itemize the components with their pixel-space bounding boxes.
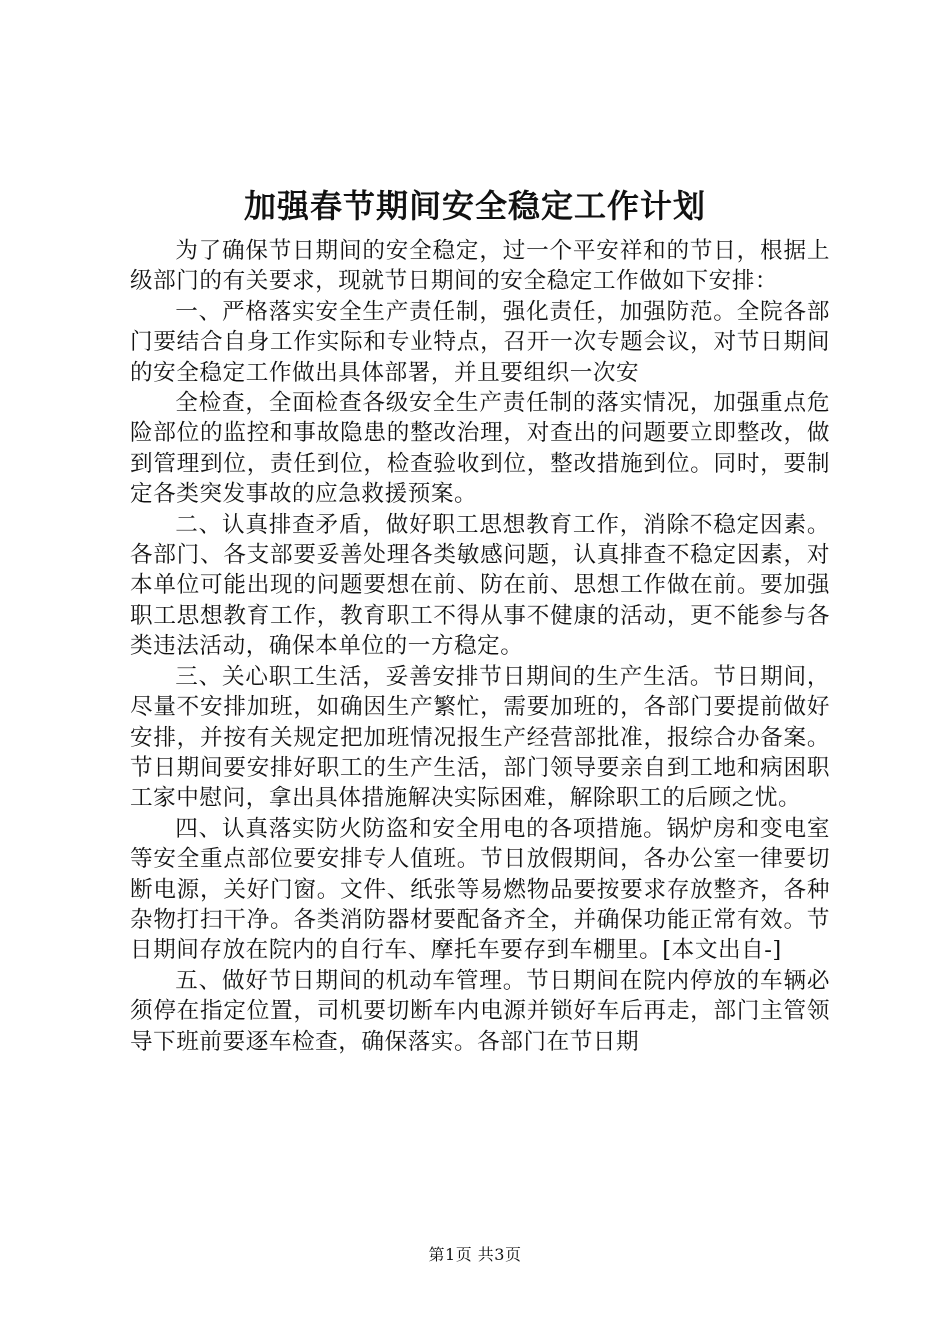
document-body — [130, 236, 830, 1057]
paragraph-intro: 为了确保节日期间的安全稳定，过一个平安祥和的节日，根据上级部门的有关要求，现就节日期间的安全稳定工作做如下安排： — [130, 238, 830, 295]
paragraph-section-4: 四、认真落实防火防盗和安全用电的各项措施。锅炉房和变电室等安全重点部位要安排专人值班。节日放假期间，各办公室一律要切断电源，关好门窗。文件、纸张等易燃物品要按要求存放整齐，各种杂物打扫干净。各类消防器材要配备齐全，并确保功能正常有效。节日期间存放在院内的自行车、摩托车要存到车棚里。[本文出自-] — [130, 815, 830, 964]
paragraph-section-1-continued: 全检查，全面检查各级安全生产责任制的落实情况，加强重点危险部位的监控和事故隐患的整改治理，对查出的问题要立即整改，做到管理到位，责任到位，检查验收到位，整改措施到位。同时，要制定各类突发事故的应急救援预案。 — [130, 390, 830, 508]
paragraph-section-2: 二、认真排查矛盾，做好职工思想教育工作，消除不稳定因素。各部门、各支部要妥善处理各类敏感问题，认真排查不稳定因素，对本单位可能出现的问题要想在前、防在前、思想工作做在前。要加强职工思想教育工作，教育职工不得从事不健康的活动，更不能参与各类违法活动，确保本单位的一方稳定。 — [130, 511, 830, 660]
paragraph-section-5: 五、做好节日期间的机动车管理。节日期间在院内停放的车辆必须停在指定位置，司机要切断车内电源并锁好车后再走，部门主管领导下班前要逐车检查，确保落实。各部门在节日期 — [130, 967, 830, 1055]
page-number-footer: 第1页 共3页 — [428, 1245, 522, 1264]
paragraph-section-3: 三、关心职工生活，妥善安排节日期间的生产生活。节日期间，尽量不安排加班，如确因生产繁忙，需要加班的，各部门要提前做好安排，并按有关规定把加班情况报生产经营部批准，报综合办备案。节日期间要安排好职工的生产生活，部门领导要亲自到工地和病困职工家中慰问，拿出具体措施解决实际困难，解除职工的后顾之忧。 — [130, 663, 830, 812]
paragraph-section-1: 一、严格落实安全生产责任制，强化责任，加强防范。全院各部门要结合自身工作实际和专业特点，召开一次专题会议，对节日期间的安全稳定工作做出具体部署，并且要组织一次安 — [130, 298, 830, 386]
document-title: 加强春节期间安全稳定工作计划 — [243, 187, 706, 225]
